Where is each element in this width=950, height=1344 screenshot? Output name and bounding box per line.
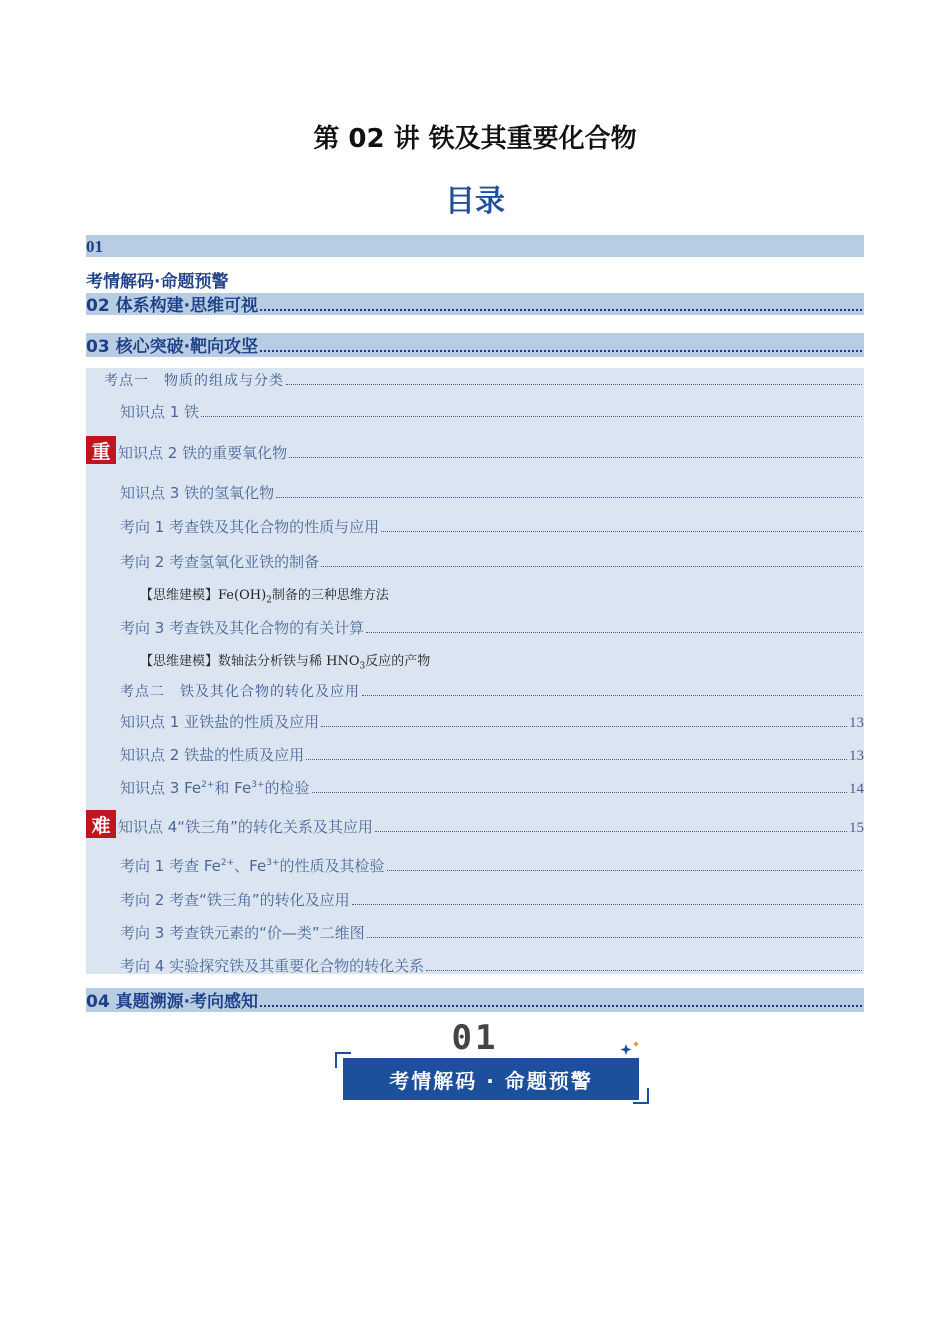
toc-section-04[interactable]: 04 真题溯源·考向感知 xyxy=(86,988,864,1012)
toc-item-15[interactable]: 考向 3 考查铁元素的“价—类”二维图 xyxy=(86,921,864,943)
toc-item-6[interactable]: 【思维建模】$Fe(OH)_2$制备的三种思维方法 xyxy=(140,588,389,606)
key-point-badge: 重 xyxy=(86,436,116,464)
toc-item-1[interactable]: 知识点 1 铁 xyxy=(86,400,864,422)
toc-item-10[interactable]: 知识点 2 铁盐的性质及应用 13 xyxy=(120,746,864,764)
toc-item-14[interactable]: 考向 2 考查“铁三角”的转化及应用 xyxy=(86,888,864,910)
toc-item-16[interactable]: 考向 4 实验探究铁及其重要化合物的转化关系 xyxy=(86,954,864,976)
toc-kaodian-1[interactable]: 考点一 物质的组成与分类 xyxy=(86,370,864,390)
toc-item-2[interactable]: 知识点 2 铁的重要氧化物 xyxy=(86,441,864,463)
toc-section-01-label[interactable]: 考情解码·命题预警 xyxy=(86,272,229,292)
toc-item-4[interactable]: 考向 1 考查铁及其化合物的性质与应用 xyxy=(86,515,864,537)
toc-item-9[interactable]: 知识点 1 亚铁盐的性质及应用 13 xyxy=(120,713,864,731)
toc-section-01[interactable] xyxy=(86,237,864,257)
sparkle-icon xyxy=(620,1040,642,1058)
toc-kaodian-2[interactable]: 考点二 铁及其化合物的转化及应用 xyxy=(86,681,864,701)
toc-section-03[interactable]: 03 核心突破·靶向攻坚 xyxy=(86,333,864,357)
toc-item-3[interactable]: 知识点 3 铁的氢氧化物 xyxy=(86,481,864,503)
toc-item-11[interactable]: 知识点 3 $Fe^{2+}$和 $Fe^{3+}$的检验 14 xyxy=(120,779,864,797)
toc-item-5[interactable]: 考向 2 考查氢氧化亚铁的制备 xyxy=(86,550,864,572)
section-banner-number: 01 xyxy=(451,1018,499,1058)
toc-section-02[interactable]: 02 体系构建·思维可视 xyxy=(86,294,864,316)
toc-item-8[interactable]: 【思维建模】数轴法分析铁与稀 $HNO_3$反应的产物 xyxy=(140,654,431,672)
section-banner: 考情解码 · 命题预警 xyxy=(343,1058,639,1100)
toc-item-12[interactable]: 知识点 4“铁三角”的转化关系及其应用 15 xyxy=(118,818,864,836)
toc-item-13[interactable]: 考向 1 考查 $Fe^{2+}$、$Fe^{3+}$的性质及其检验 xyxy=(86,854,864,876)
page-title: 第 02 讲 铁及其重要化合物 xyxy=(313,124,637,154)
section-01-number: 01 xyxy=(86,237,103,256)
toc-item-7[interactable]: 考向 3 考查铁及其化合物的有关计算 xyxy=(86,616,864,638)
difficult-point-badge: 难 xyxy=(86,810,116,838)
toc-heading: 目录 xyxy=(445,184,505,219)
